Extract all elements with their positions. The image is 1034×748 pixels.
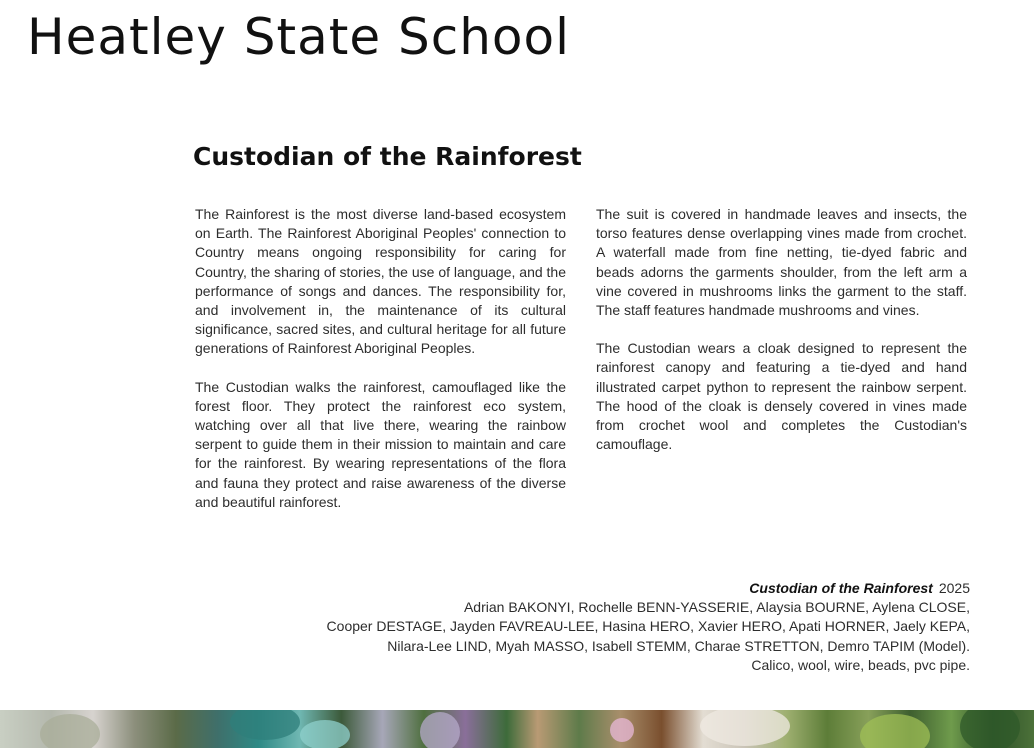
leaf-shape [40, 714, 100, 748]
description-paragraph: The suit is covered in handmade leaves and insects, the torso features dense overlapping vines made from crochet. A waterfall made from fine netting, tie-dyed fabric and beads adorns the garments shoulder, from the left arm a vine covered in mushrooms links the garment to the staff. The staff features handmade mushrooms and vines. [596, 206, 967, 319]
credit-line: Nilara-Lee LIND, Myah MASSO, Isabell STEMM, Charae STRETTON, Demro TAPIM (Model). [387, 637, 970, 654]
artwork-credits [270, 579, 970, 675]
credit-line: Adrian BAKONYI, Rochelle BENN-YASSERIE, Alaysia BOURNE, Aylena CLOSE, [463, 599, 970, 616]
leaf-shape [700, 710, 790, 746]
leaf-shape [860, 714, 930, 748]
artwork-title: Custodian of the Rainforest [193, 142, 582, 171]
leaf-shape [960, 710, 1020, 748]
description-left-column [195, 205, 566, 531]
leaf-shape [300, 720, 350, 748]
leaf-shape [610, 718, 634, 742]
description-paragraph: The Custodian walks the rainforest, camouflaged like the forest floor. They protect the rainforest eco system, watching over all that live there, wearing the rainbow serpent to guide them in their mission to maintain and care for the rainforest. By wearing representations of the flora and fauna they protect and raise awareness of the diverse and beautiful rainforest. [195, 378, 566, 510]
credit-year: 2025 [938, 580, 970, 596]
leaf-shape [230, 710, 300, 740]
rainforest-photo-strip [0, 710, 1034, 748]
credit-heading [270, 579, 970, 598]
school-name: Heatley State School [27, 8, 570, 66]
credit-materials: Calico, wool, wire, beads, pvc pipe. [751, 656, 970, 673]
description-paragraph: The Rainforest is the most diverse land-based ecosystem on Earth. The Rainforest Aboriginal Peoples' connection to Country means ongoing responsibility for caring for Country, the sharing of stories, the use of language, and the performance of songs and dances. The responsibility for, and involvement in, the maintenance of its cultural significance, sacred sites, and cultural heritage for all future generations of Rainforest Aboriginal Peoples. [195, 206, 566, 357]
leaf-shape [420, 712, 460, 748]
credit-title: Custodian of the Rainforest [749, 580, 933, 596]
description-paragraph: The Custodian wears a cloak designed to represent the rainforest canopy and featuring a tie-dyed and hand illustrated carpet python to represent the rainbow serpent. The hood of the cloak is densely covered in vines made from crochet wool and completes the Custodian's camouflage. [596, 340, 967, 453]
description-right-column [596, 205, 967, 473]
credit-line: Cooper DESTAGE, Jayden FAVREAU-LEE, Hasina HERO, Xavier HERO, Apati HORNER, Jaely KEPA, [326, 618, 970, 635]
